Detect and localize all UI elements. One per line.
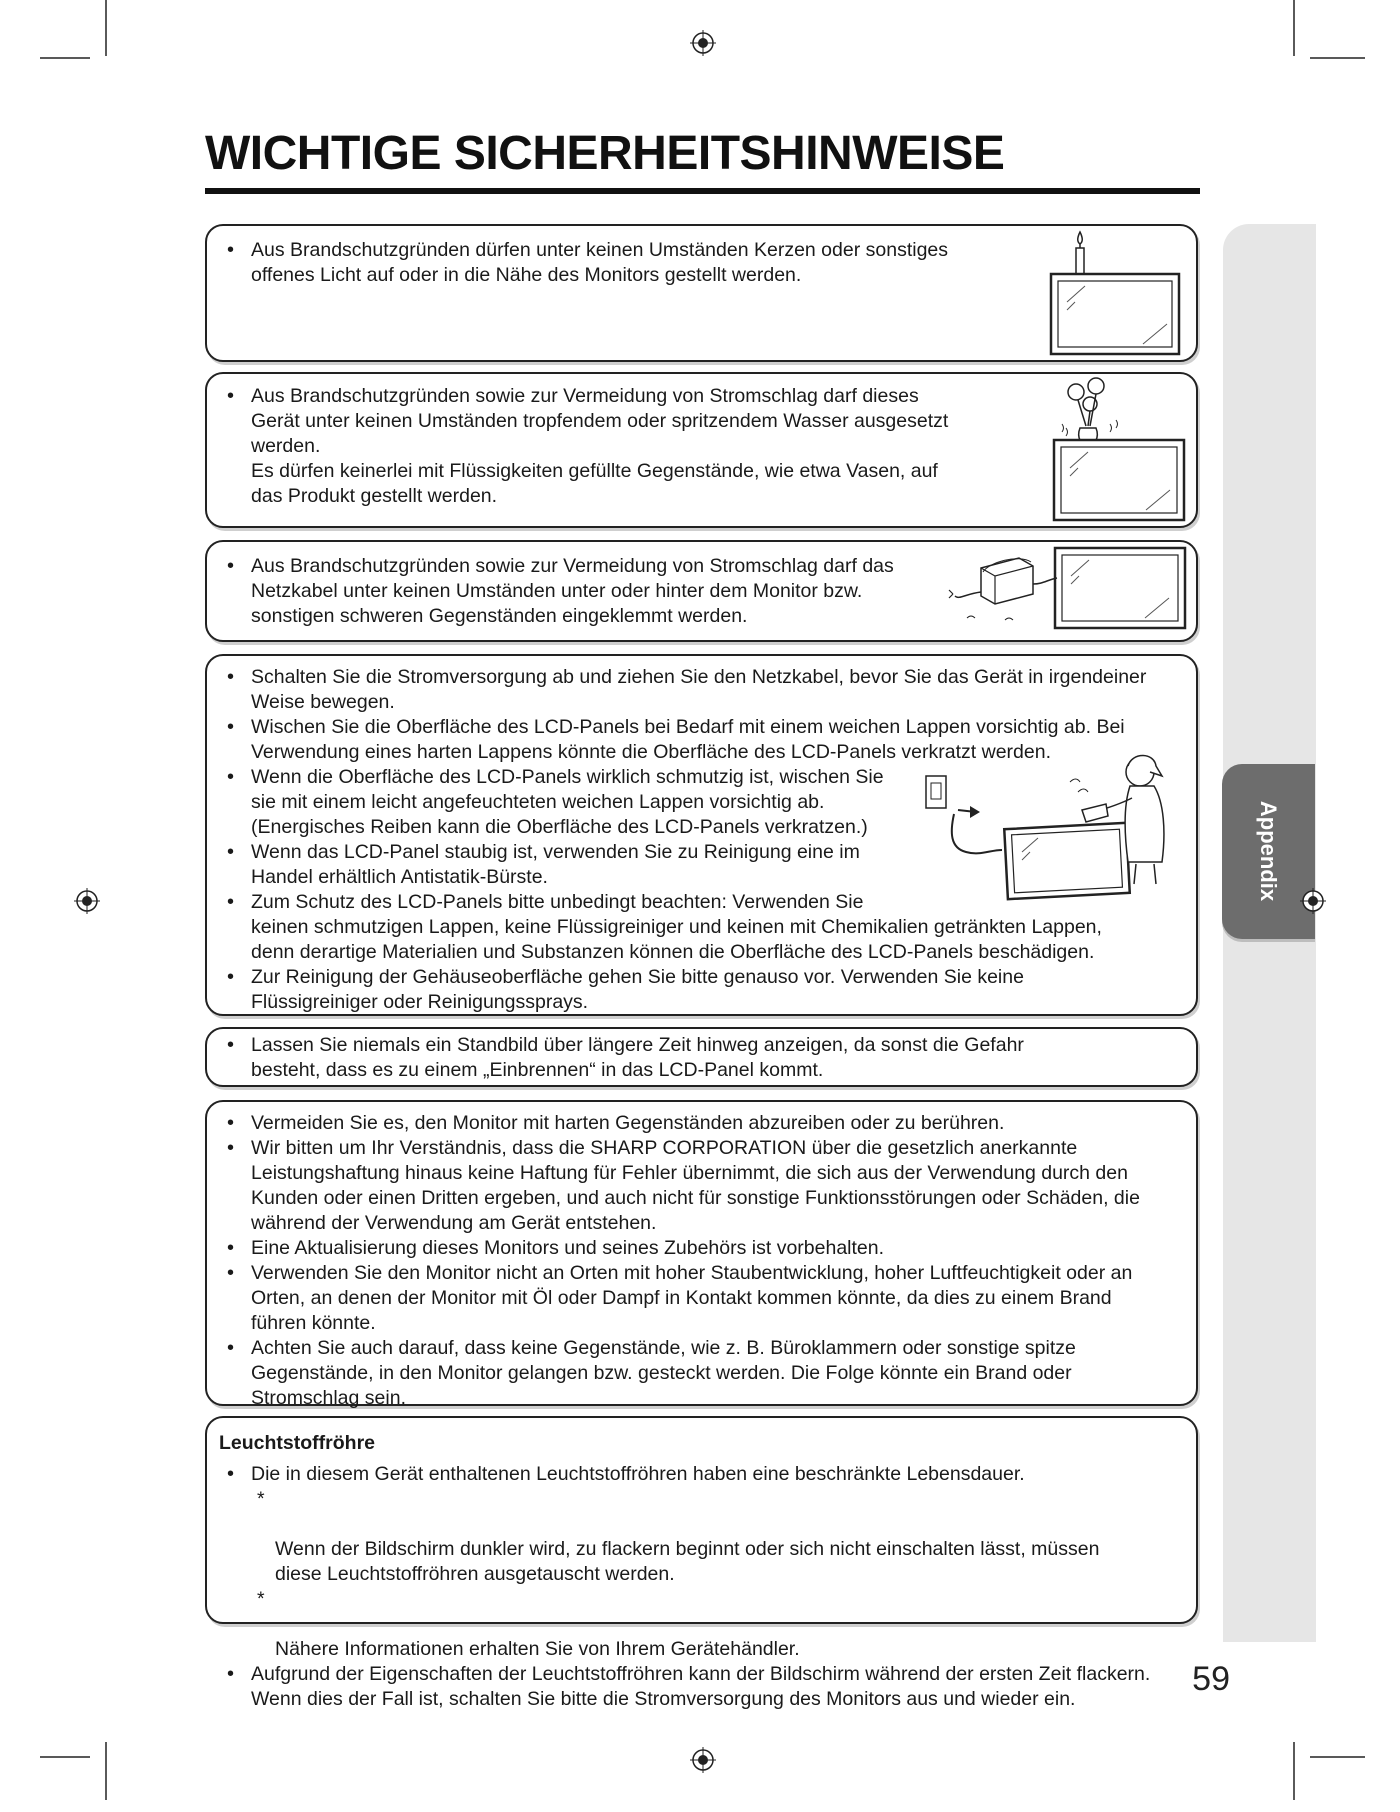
- cleaning-monitor-icon: [910, 752, 1190, 892]
- list-item: • Zum Schutz des LCD-Panels bitte unbedingt beachten: Verwenden Sie keinen schmutzigen Lappen, keine Flüssigreiniger und keinen mit Chemikalien getränkten Lappen, denn derartige Materialien und Substanzen können die Oberfläche des LCD-Panels beschädigen.: [219, 890, 1196, 965]
- registration-mark-icon: [690, 1747, 716, 1773]
- list-item: • Aus Brandschutzgründen dürfen unter keinen Umständen Kerzen oder sonstiges offenes Licht auf oder in die Nähe des Monitors gestellt werden.: [219, 238, 1196, 288]
- list-item: • Aus Brandschutzgründen sowie zur Vermeidung von Stromschlag darf das Netzkabel unter keinen Umständen unter oder hinter dem Monitor bzw. sonstigen schweren Gegenständen eingeklemmt werden.: [219, 554, 1196, 629]
- safety-box-general: [205, 1100, 1198, 1409]
- note-text: Nähere Informationen erhalten Sie von Ihrem Gerätehändler.: [275, 1638, 800, 1660]
- vase-on-monitor-icon: [1040, 376, 1190, 526]
- title-underline: [205, 188, 1200, 194]
- list-item: • Wenn das LCD-Panel staubig ist, verwenden Sie zu Reinigung eine im Handel erhältlich Antistatik-Bürste.: [219, 840, 1196, 890]
- list-item: • Eine Aktualisierung dieses Monitors und seines Zubehörs ist vorbehalten.: [219, 1236, 1196, 1261]
- registration-mark-icon: [74, 888, 100, 914]
- registration-mark-icon: [1300, 888, 1326, 914]
- safety-box-fluorescent: [205, 1416, 1198, 1710]
- list-item: • Wenn die Oberfläche des LCD-Panels wirklich schmutzig ist, wischen Sie sie mit einem leicht angefeuchteten weichen Lappen vorsichtig ab. (Energisches Reiben kann die Oberfläche des LCD-Panels verkratzen.): [219, 765, 1196, 840]
- list-item: • Schalten Sie die Stromversorgung ab und ziehen Sie den Netzkabel, bevor Sie das Gerät in irgendeiner Weise bewegen.: [219, 665, 1196, 715]
- page-title: WICHTIGE SICHERHEITSHINWEISE: [205, 127, 1005, 180]
- note-item: [219, 1487, 1196, 1587]
- candle-on-monitor-icon: [1045, 230, 1185, 358]
- note-text: Wenn der Bildschirm dunkler wird, zu flackern beginnt oder sich nicht einschalten lässt, müssen diese Leuchtstoffröhren ausgetauscht werden.: [275, 1538, 1100, 1585]
- list-item: • Wischen Sie die Oberfläche des LCD-Panels bei Bedarf mit einem weichen Lappen vorsichtig ab. Bei Verwendung eines harten Lappens könnte die Oberfläche des LCD-Panels verkratzt werden.: [219, 715, 1196, 765]
- note-item: [219, 1587, 1196, 1662]
- note-marker: *: [257, 1488, 265, 1510]
- cable-under-object-icon: [945, 544, 1205, 644]
- list-item: • Achten Sie auch darauf, dass keine Gegenstände, wie z. B. Büroklammern oder sonstige spitze Gegenstände, in den Monitor gelangen bzw. gesteckt werden. Die Folge könnte ein Brand oder Stromschlag sein.: [219, 1336, 1196, 1411]
- list-item: • Verwenden Sie den Monitor nicht an Orten mit hoher Staubentwicklung, hoher Luftfeuchtigkeit oder an Orten, an denen der Monitor mit Öl oder Dampf in Kontakt kommen könnte, da dies zu einem Brand führen könnte.: [219, 1261, 1196, 1336]
- list-item: • Aufgrund der Eigenschaften der Leuchtstoffröhren kann der Bildschirm während der ersten Zeit flackern. Wenn dies der Fall ist, schalten Sie bitte die Stromversorgung des Monitors aus und wieder ein.: [219, 1662, 1196, 1712]
- list-item: • Vermeiden Sie es, den Monitor mit harten Gegenständen abzureiben oder zu berühren.: [219, 1111, 1196, 1136]
- list-item: • Wir bitten um Ihr Verständnis, dass die SHARP CORPORATION über die gesetzlich anerkannte Leistungshaftung hinaus keine Haftung für Fehler übernimmt, die sich aus der Verwendung durch den Kunden oder einen Dritten ergeben, und auch nicht für sonstige Funktionsstörungen oder Schäden, die während der Verwendung am Gerät entstehen.: [219, 1136, 1196, 1236]
- page-number: 59: [1192, 1660, 1230, 1698]
- note-marker: *: [257, 1588, 265, 1610]
- list-item: • Zur Reinigung der Gehäuseoberfläche gehen Sie bitte genauso vor. Verwenden Sie keine Flüssigreiniger oder Reinigungssprays.: [219, 965, 1196, 1015]
- list-item: • Lassen Sie niemals ein Standbild über längere Zeit hinweg anzeigen, da sonst die Gefahr besteht, dass es zu einem „Einbrennen“ in das LCD-Panel kommt.: [219, 1033, 1196, 1083]
- safety-box-burn-in: [205, 1027, 1198, 1087]
- list-item: • Die in diesem Gerät enthaltenen Leuchtstoffröhren haben eine beschränkte Lebensdauer.: [219, 1462, 1196, 1487]
- list-item: • Aus Brandschutzgründen sowie zur Vermeidung von Stromschlag darf dieses Gerät unter keinen Umständen tropfendem oder spritzendem Wasser ausgesetzt werden. Es dürfen keinerlei mit Flüssigkeiten gefüllte Gegenstände, wie etwa Vasen, auf das Produkt gestellt werden.: [219, 384, 1196, 509]
- appendix-tab-label: Appendix: [1256, 800, 1281, 902]
- registration-mark-icon: [690, 30, 716, 56]
- section-heading: Leuchtstoffröhre: [219, 1432, 375, 1454]
